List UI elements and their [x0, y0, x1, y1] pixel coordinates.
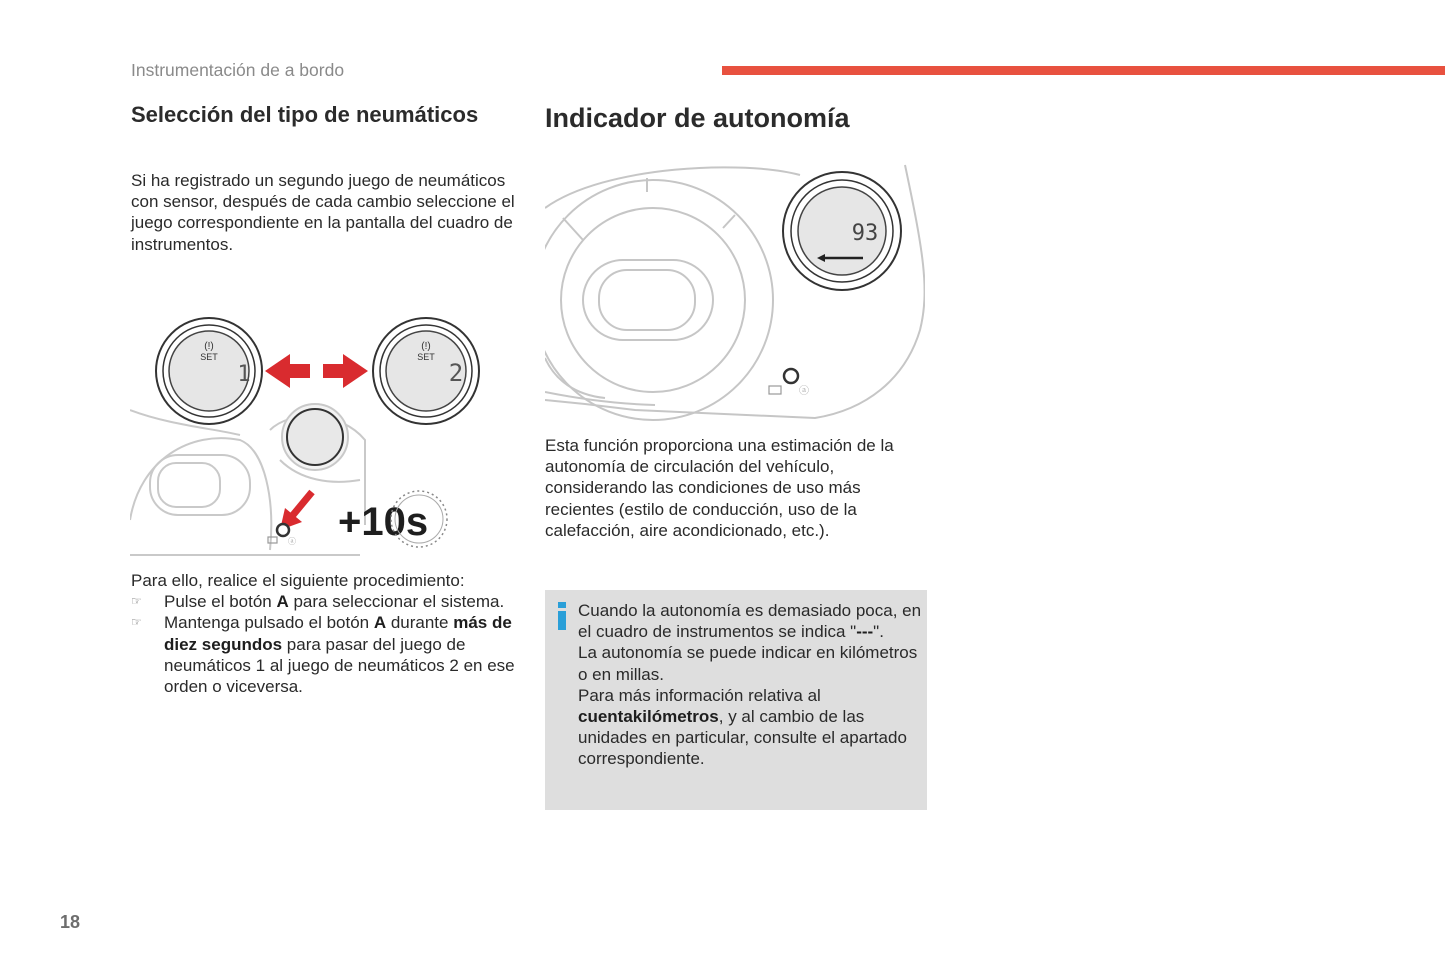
switch-arrow-icon [265, 354, 368, 388]
autonomy-display [783, 172, 901, 290]
procedure-step-1: ☞ Pulse el botón A para seleccionar el sistema. [131, 592, 505, 612]
procedure-section [131, 570, 521, 697]
pointing-hand-icon: ☞ [131, 615, 142, 630]
page-number: 18 [60, 912, 81, 932]
info-line-units: La autonomía se puede indicar en kilómetros o en millas. [578, 643, 918, 684]
autonomy-description: Esta función proporciona una estimación de la autonomía de circulación del vehículo, considerando las condiciones de uso más recientes (estilo de conducción, uso de la calefacción, aire acondicionado, etc.). [545, 436, 894, 540]
button-a [277, 524, 289, 536]
reset-button [784, 369, 798, 383]
tyre-set-number-2: 2 [448, 359, 464, 387]
tyre-selection-heading: Selección del tipo de neumáticos [131, 102, 479, 127]
procedure-step-2: ☞ Mantenga pulsado el botón A durante más de diez segundos para pasar del juego de neumáticos 1 al juego de neumáticos 2 en ese orden o viceversa. [131, 613, 515, 697]
section-header: Instrumentación de a bordo [131, 60, 345, 80]
set-label: SET [200, 352, 218, 362]
hold-duration-label: +10s [338, 500, 429, 544]
fuel-icon [268, 537, 277, 543]
tyre-set-dial-1 [156, 318, 262, 424]
wrench-icon: ⓐ [288, 537, 296, 546]
info-line-low-range: Cuando la autonomía es demasiado poca, en el cuadro de instrumentos se indica "---". [578, 601, 922, 642]
tyre-pressure-icon: (!) [204, 341, 214, 352]
tyre-set-number-1: 1 [237, 362, 251, 387]
info-text [578, 600, 923, 770]
tyre-set-selection-figure [130, 310, 530, 560]
tyre-selection-intro: Si ha registrado un segundo juego de neumáticos con sensor, después de cada cambio seleccione el juego correspondiente en la pantalla del cuadro de instrumentos. [131, 171, 515, 254]
wrench-icon: ⓐ [799, 386, 809, 397]
autonomy-value: 93 [851, 221, 879, 246]
tyre-set-dial-2 [373, 318, 479, 424]
header-accent-bar [722, 66, 1445, 75]
tyre-pressure-icon: (!) [421, 341, 431, 352]
autonomy-heading: Indicador de autonomía [545, 103, 850, 133]
info-icon [557, 602, 567, 630]
procedure-intro: Para ello, realice el siguiente procedimiento: [131, 571, 465, 590]
info-line-reference: Para más información relativa al cuentakilómetros, y al cambio de las unidades en particular, consulte el apartado correspondiente. [578, 685, 907, 769]
autonomy-cluster-figure [545, 160, 925, 422]
set-label: SET [417, 352, 435, 362]
info-box [545, 590, 927, 810]
pointing-hand-icon: ☞ [131, 594, 142, 609]
fuel-icon [769, 386, 781, 394]
